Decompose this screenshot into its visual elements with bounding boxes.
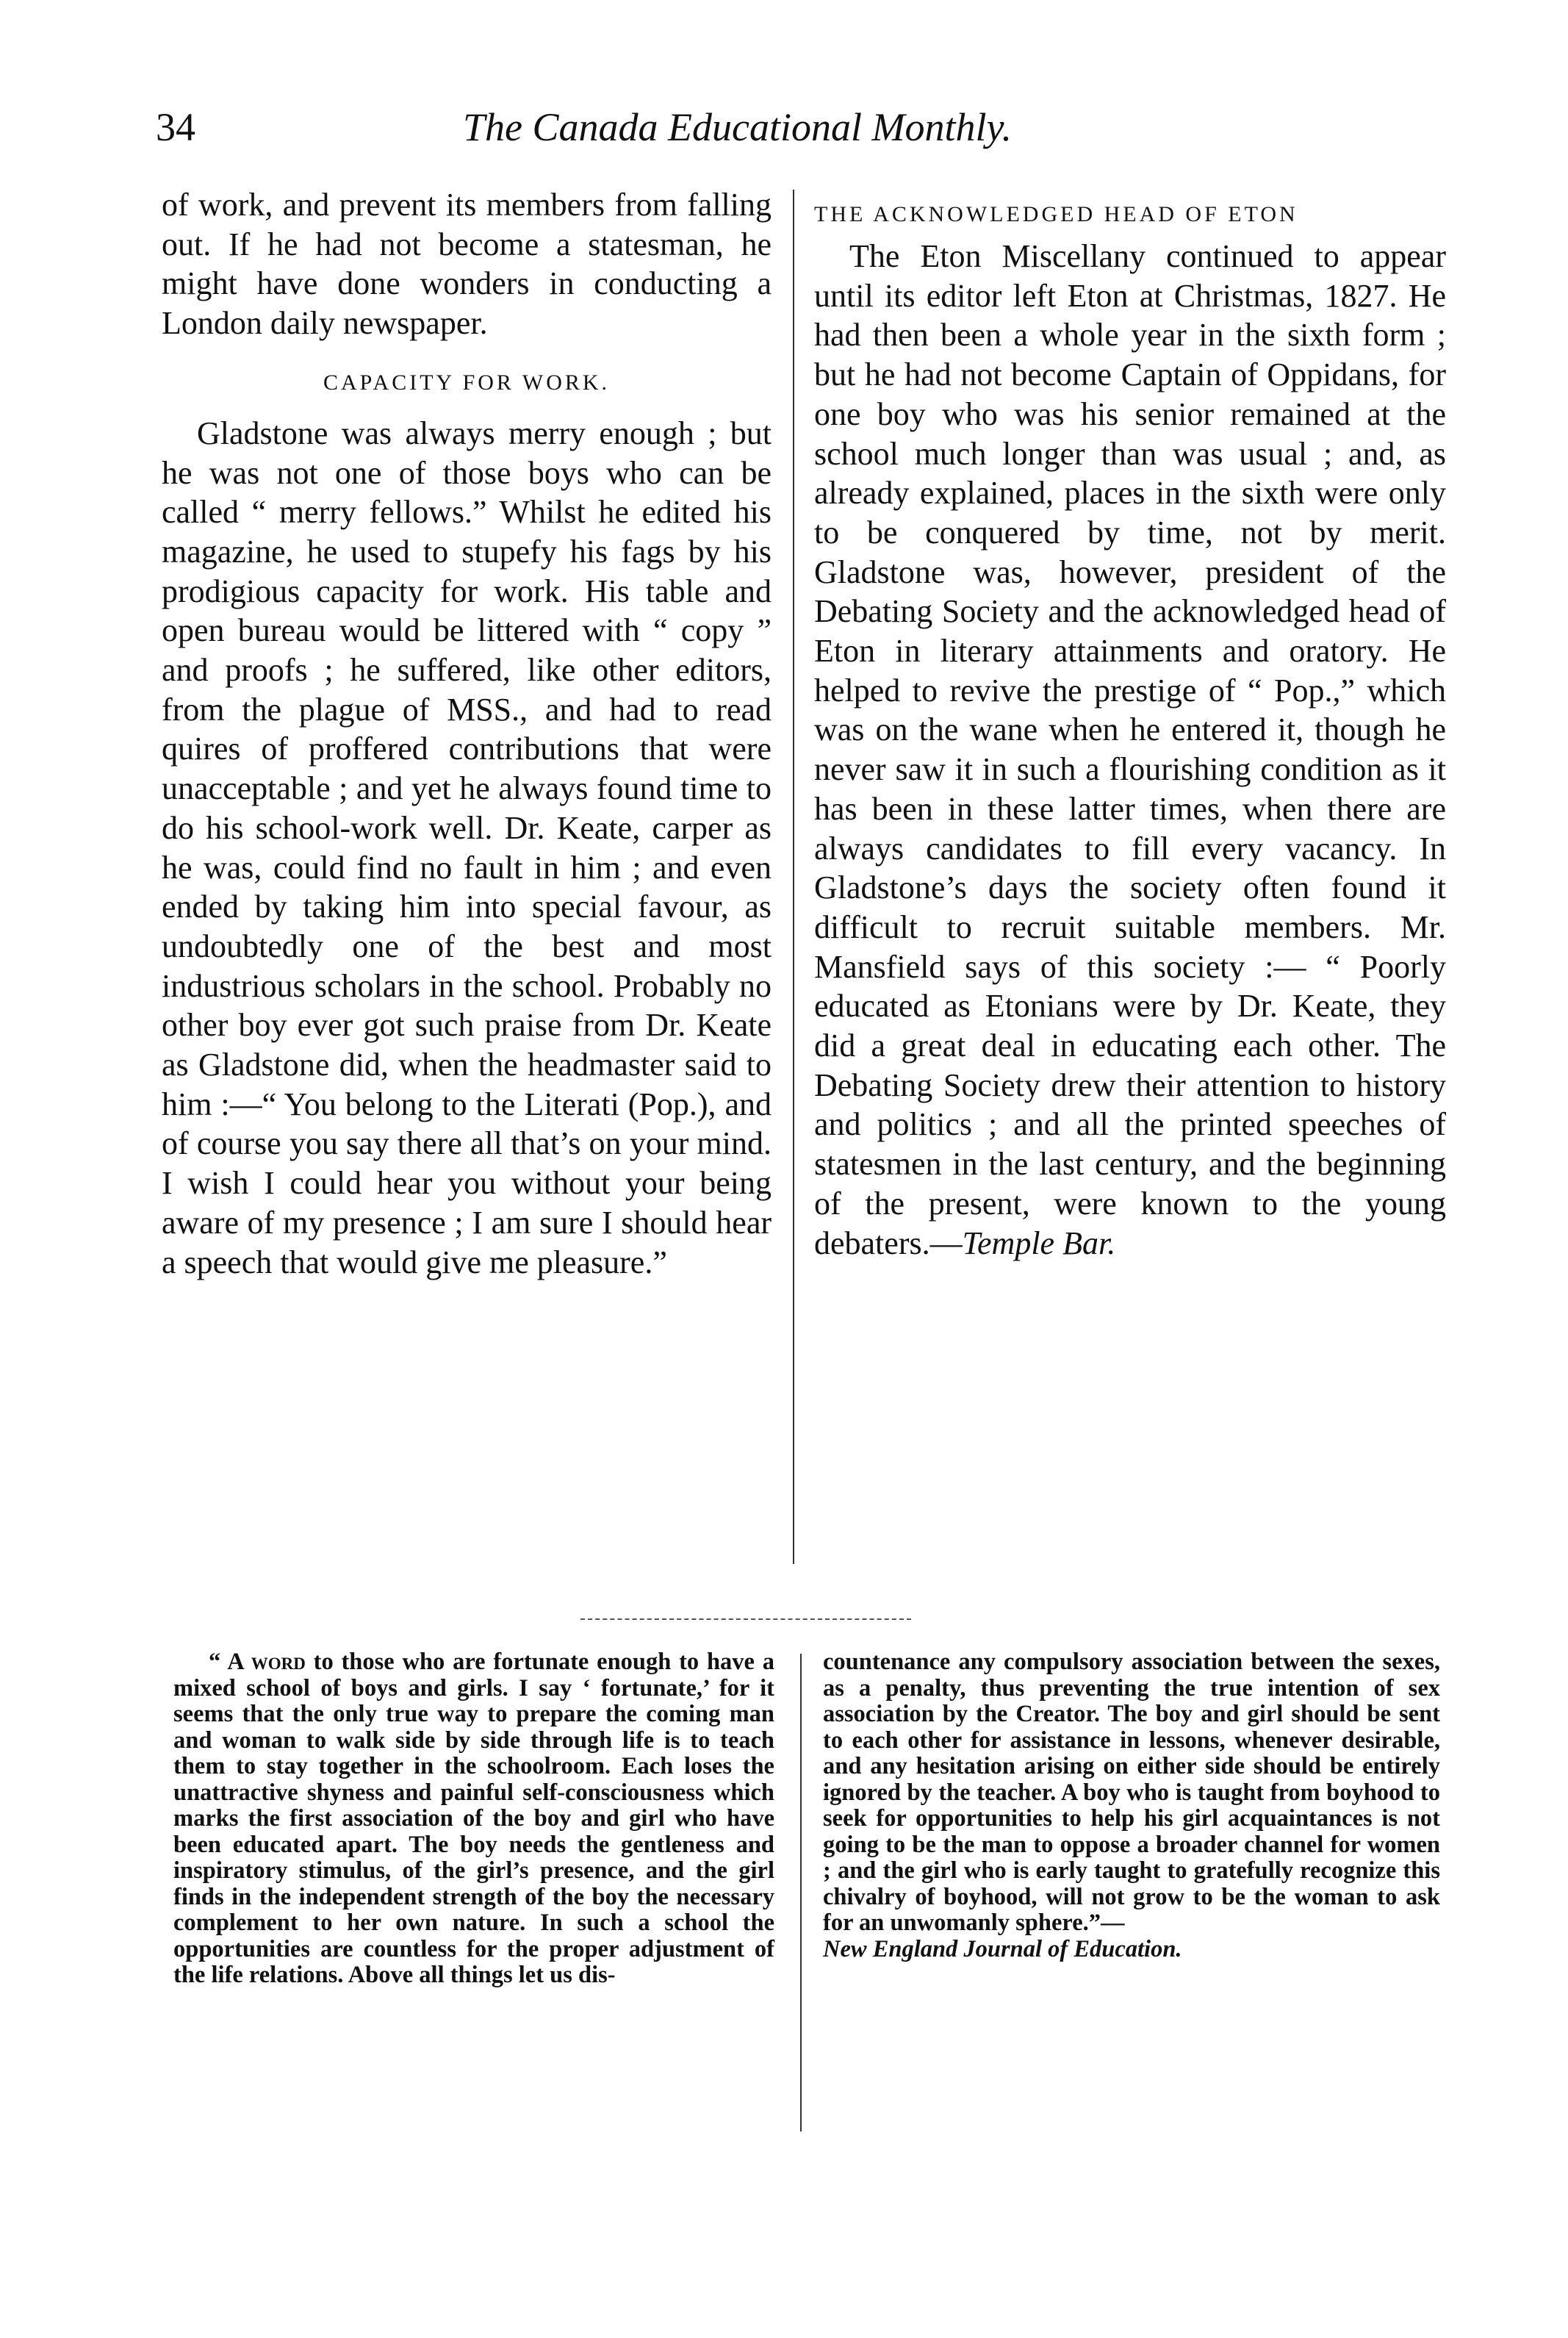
paragraph xyxy=(173,1649,774,1989)
upper-left-column xyxy=(162,185,772,1282)
paragraph xyxy=(823,1649,1440,1962)
page-header xyxy=(156,101,1111,160)
upper-right-column xyxy=(814,185,1446,1263)
paragraph-text: to those who are fortunate enough to have a mixed school of boys and girls. I say ‘ fortunate,’ for it seems that the only true way to prepare the coming man and woman to walk side by side through life is to teach them to stay together in the schoolroom. Each loses the unattractive shyness and painful self-consciousness which marks the first association of the boy and girl who have been educated apart. The boy needs the gentleness and inspiratory stimulus, of the girl’s presence, and the girl finds in the independent strength of the boy the necessary complement to her own nature. In such a school the opportunities are countless for the proper adjustment of the life relations. Above all things let us dis- xyxy=(173,1649,774,1988)
paragraph xyxy=(814,237,1446,1263)
paragraph: Gladstone was always merry enough ; but he was not one of those boys who can be called “ merry fellows.” Whilst he edited his magazine, he used to stupefy his fags by his prodigious capacity for work. His table and open bureau would be littered with “ copy ” and proofs ; he suffered, like other editors, from the plague of MSS., and had to read quires of proffered contributions that were unacceptable ; and yet he always found time to do his school-work well. Dr. Keate, carper as he was, could find no fault in him ; and even ended by taking him into special favour, as undoubtedly one of the best and most industrious scholars in the school. Probably no other boy ever got such praise from Dr. Keate as Gladstone did, when the headmaster said to him :—“ You belong to the Literati (Pop.), and of course you say there all that’s on your mind. I wish I could hear you without your being aware of my presence ; I am sure I should hear a speech that would give me pleasure.” xyxy=(162,415,772,1280)
source-citation: Temple Bar. xyxy=(962,1224,1116,1261)
source-citation: New England Journal of Education. xyxy=(823,1935,1182,1962)
running-title: The Canada Educational Monthly. xyxy=(463,105,1012,149)
lead-word: “ A word xyxy=(209,1649,306,1675)
section-subheading: THE ACKNOWLEDGED HEAD OF ETON xyxy=(814,202,1298,226)
page-number: 34 xyxy=(156,105,195,149)
column-divider xyxy=(793,190,794,1564)
section-divider xyxy=(580,1618,911,1620)
paragraph: of work, and prevent its members from falling out. If he had not become a statesman, he might have done wonders in conducting a London daily newspaper. xyxy=(162,187,772,342)
section-subheading: CAPACITY FOR WORK. xyxy=(323,370,611,395)
lower-right-column xyxy=(823,1649,1440,1962)
lower-left-column xyxy=(173,1649,774,1989)
paragraph-text: The Eton Miscellany continued to appear until its editor left Eton at Christmas, 1827. He had then been a whole year in the sixth form ; but he had not become Captain of Oppidans, for one boy who was his senior remained at the school much longer than was usual ; and, as already explained, places in the sixth were only to be conquered by time, not by merit. Gladstone was, however, president of the Debating Society and the acknowledged head of Eton in literary attainments and oratory. He helped to revive the prestige of “ Pop.,” which was on the wane when he entered it, though he never saw it in such a flourishing condition as it has been in these latter times, when there are always candidates to fill every vacancy. In Gladstone’s days the society often found it difficult to recruit suitable members. Mr. Mansfield says of this society :— “ Poorly educated as Etonians were by Dr. Keate, they did a great deal in educating each other. The Debating Society drew their attention to history and politics ; and all the printed speeches of statesmen in the last century, and the beginning of the present, were known to the young debaters.— xyxy=(814,238,1446,1261)
paragraph-text: countenance any compulsory association between the sexes, as a penalty, thus preventing the true intention of sex association by the Creator. The boy and girl should be sent to each other for assistance in lessons, whenever desirable, and any hesitation arising on either side should be entirely ignored by the teacher. A boy who is taught from boyhood to seek for opportunities to help his girl acquaintances is not going to be the man to oppose a broader channel for women ; and the girl who is early taught to gratefully recognize this chivalry of boyhood, will not grow to be the woman to ask for an unwomanly sphere.”— xyxy=(823,1649,1440,1936)
column-divider xyxy=(800,1654,802,2131)
